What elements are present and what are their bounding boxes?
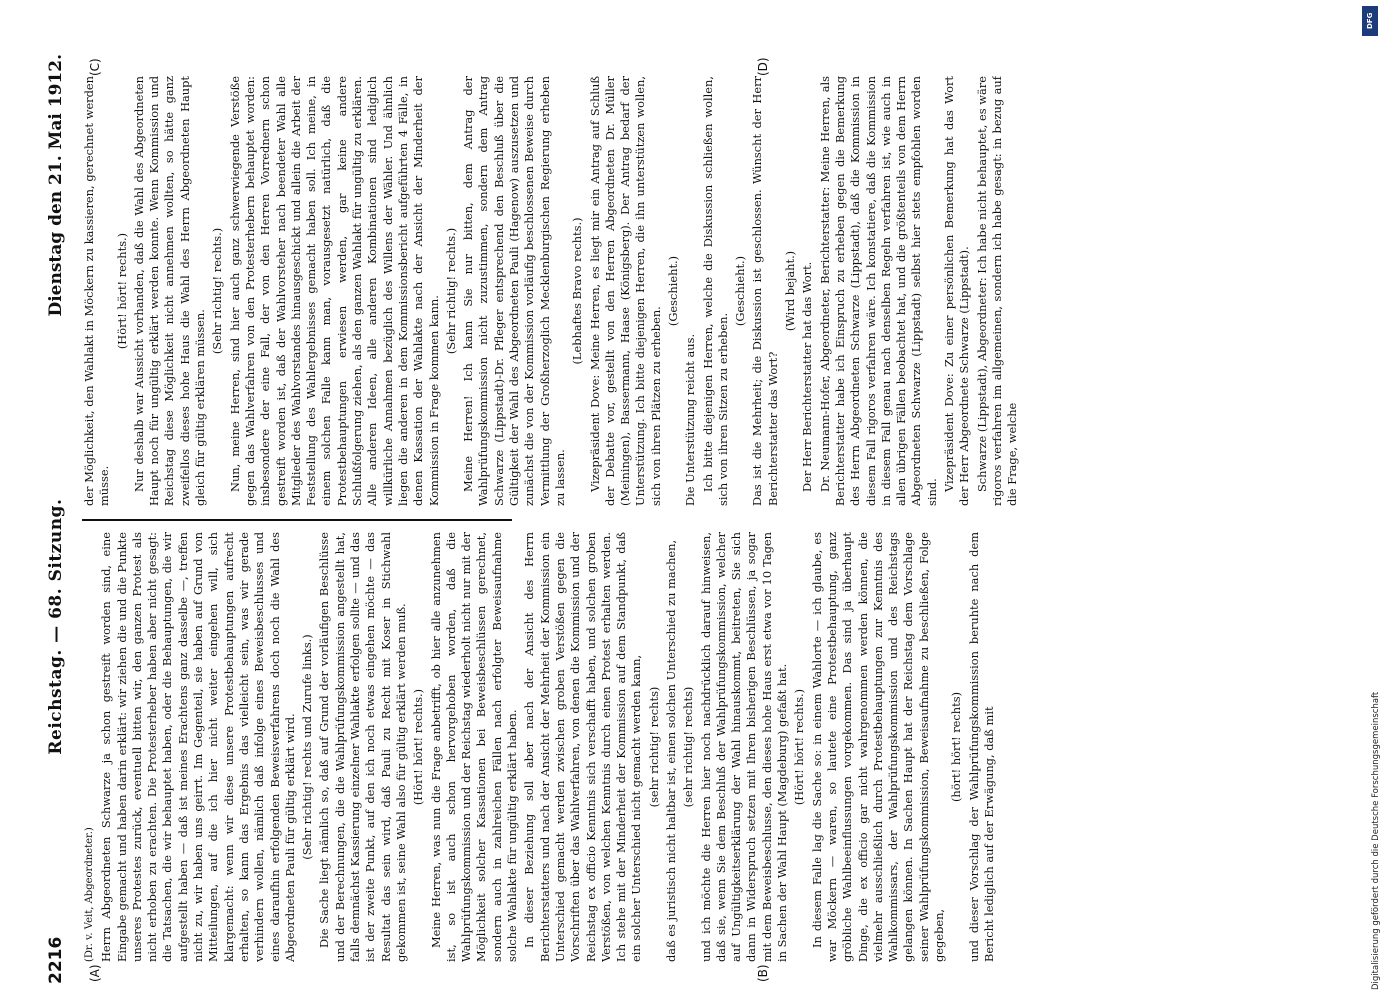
paragraph: Meine Herren! Ich kann Sie nur bitten, dem Antrag der Wahlprüfungskommission nicht zuzustimmen, sondern dem Antrag Schwarze (Lippstadt)-Dr. Pfleger entsprechend den Beschluß über die Gültigkeit der Wahl des Abgeordneten Pauli (Hagenow) auszusetzen und zunächst die von der Kommission vorläufig beschlossenen Beweise durch Vermittlung der Großherzoglich Mecklenburgischen Regierung erheben zu lassen.: [461, 76, 567, 506]
paragraph: Die Sache liegt nämlich so, daß auf Grund der vorläufigen Beschlüsse und der Berechnungen, die die Wahlprüfungskommission angestellt hat, falls demnächst Kassierung einzelner Wahlakte erfolgen sollte — und das ist der zweite Punkt, auf den ich noch etwas eingehen möchte — das Resultat das sein wird, daß Pauli zu Recht mit Koser in Stichwahl gekommen ist, seine Wahl also für gültig erklärt werden muß.: [317, 532, 408, 962]
paragraph: Vizepräsident Dove: Zu einer persönlichen Bemerkung hat das Wort der Herr Abgeordnete Schwarze (Lippstadt).: [942, 76, 972, 506]
interjection: (hört! hört! rechts): [949, 691, 964, 803]
funding-caption: Digitalisierung gefördert durch die Deutsche Forschungsgemeinschaft: [1371, 691, 1381, 990]
speaker-continuation: (Dr. v. Veit, Abgeordneter.): [84, 827, 95, 962]
margin-marker-d: (D): [756, 57, 770, 76]
paragraph: daß es juristisch nicht haltbar ist, einen solchen Unterschied zu machen,: [663, 539, 678, 962]
interjection: (sehr richtig! rechts): [681, 686, 696, 808]
paragraph: der Möglichkeit, den Wahlakt in Möckern zu kassieren, gerechnet werden müsse.: [82, 76, 112, 506]
running-header: [36, 54, 76, 984]
paragraph: Nun, meine Herren, sind hier auch ganz schwerwiegende Verstöße gegen das Wahlverfahren von den Protesterhebern behauptet worden: insbesondere der eine Fall, der von den Herren Vorrednern schon gestreift worden ist, daß der Wahlvorsteher nach beendeter Wahl alle Mitglieder des Wahlvorstandes hinausgeschickt und allein die Arbeit der Feststellung des Wahlergebnisses gemacht haben soll. Ich meine, in einem solchen Falle kann man, vorausgesetzt natürlich, daß die Protestbehauptungen erwiesen werden, gar keine andere Schlußfolgerung ziehen, als den ganzen Wahlakt für ungültig zu erklären. Alle anderen Ideen, alle anderen Kombinationen sind lediglich willkürliche Annahmen bezüglich des Willens der Wähler. Und ähnlich liegen die anderen in dem Kommissionsbericht aufgeführten 4 Fälle, in denen Kassation der Wahlakte nach der Ansicht der Minderheit der Kommission in Frage kommen kann.: [227, 76, 441, 506]
paragraph: Vizepräsident Dove: Meine Herren, es liegt mir ein Antrag auf Schluß der Debatte vor, gestellt von den Herren Abgeordneten Dr. Müller (Meiningen), Bassermann, Haase (Königsberg). Der Antrag bedarf der Unterstützung. Ich bitte diejenigen Herren, die ihn unterstützen wollen, sich von ihren Plätzen zu erheben.: [587, 76, 663, 506]
paragraph: Dr. Neumann-Hofer, Abgeordneter, Berichterstatter: Meine Herren, als Berichterstatter habe ich Einspruch zu erheben gegen die Bemerkung des Herrn Abgeordneten Schwarze (Lippstadt), daß die Kommission in diesem Fall rigoros verfahren wäre. Ich konstatiere, daß die Kommission in diesem Fall genau nach denselben Regeln verfahren ist, wie auch in allen übrigen Fällen beobachtet hat, und die größtenteils von dem Herrn Abgeordneten Schwarze (Lippstadt) selbst hier stets empfohlen worden sind.: [817, 76, 939, 506]
header-title: Reichstag. — 68. Sitzung.: [46, 498, 66, 755]
interjection: (Hört! hört! rechts.): [792, 688, 807, 806]
margin-marker-b: (B): [756, 964, 770, 982]
paragraph: Nur deshalb war Aussicht vorhanden, daß die Wahl des Abgeordneten Haupt noch für ungültig erklärt werden konnte. Wenn Kommission und Reichstag diese Möglichkeit nicht annehmen wollten, so hätte ganz zweifellos dieses hohe Haus die Wahl des Herrn Abgeordneten Haupt gleich für gültig erklären müssen.: [131, 76, 208, 506]
paragraph: Das ist die Mehrheit; die Diskussion ist geschlossen. Wünscht der Herr Berichterstatter das Wort?: [750, 76, 780, 506]
interjection: (sehr richtig! rechts): [646, 686, 661, 808]
interjection: (Wird bejaht.): [783, 250, 798, 332]
interjection: (Sehr richtig! rechts und Zurufe links.): [300, 634, 315, 860]
interjection: (Hört! hört! rechts.): [114, 232, 129, 350]
paragraph: und dieser Vorschlag der Wahlprüfungskommission beruhte nach dem Bericht lediglich auf der Erwägung, daß mit: [966, 532, 996, 962]
paragraph: Herrn Abgeordneten Schwarze ja schon gestreift worden sind, eine Eingabe gemacht und haben darin erklärt: wir ziehen die und die Punkte unseres Protestes zurück, eventuell bitten wir, den ganzen Protest als nicht erhoben zu erachten. Die Protesterheber haben aber nicht gesagt: die Tatsachen, die wir behauptet haben, oder die Behauptungen, die wir aufgestellt haben — daß ist meines Erachtens ganz dasselbe —, treffen nicht zu, wir haben uns geirrt. Im Gegenteil, sie haben auf Grund von Mitteilungen, auf die ich hier nicht weiter eingehen will, sich klargemacht: wenn wir diese unsere Protestbehauptungen aufrecht erhalten, so kann das Ergebnis das vielleicht sein, was wir gerade verhindern wollen, nämlich daß infolge eines Beweisbeschlusses und eines daraufhin erfolgenden Beweisverfahrens doch noch die Wahl des Abgeordneten Pauli für gültig erklärt wird.: [99, 532, 297, 962]
left-column: [82, 532, 1312, 962]
margin-marker-c: (C): [88, 58, 102, 76]
margin-marker-a: (A): [88, 964, 102, 982]
interjection: (Geschieht.): [665, 255, 680, 327]
digitization-sidebar: [1357, 10, 1381, 990]
paragraph: Meine Herren, was nun die Frage anbetrifft, ob hier alle anzunehmen ist, so ist auch schon hervorgehoben worden, daß die Wahlprüfungskommission und der Reichstag wiederholt nicht nur mit der Möglichkeit solcher Kassationen bei Beweisbeschlüssen gerechnet, sondern auch in zahlreichen Fällen nach erfolgter Beweisaufnahme solche Wahlakte für ungültig erklärt haben.: [428, 532, 520, 962]
right-column: [82, 76, 1312, 506]
interjection: (Lebhaftes Bravo rechts.): [570, 217, 585, 365]
paragraph: und ich möchte die Herren hier noch nachdrücklich darauf hinweisen, daß sie, wenn Sie dem Beschluß der Wahlprüfungskommission, welcher auf Ungültigkeitserklärung der Wahl hinauskommt, beitreten, Sie sich dann in Widerspruch setzen mit Ihren bisherigen Beschlüssen, ja sogar mit dem Beweisbeschlusse, den dieses hohe Haus erst etwa vor 10 Tagen in Sachen der Wahl Haupt (Magdeburg) gefaßt hat.: [698, 532, 790, 962]
paragraph: Der Herr Berichterstatter hat das Wort.: [800, 261, 815, 492]
column-divider: [82, 519, 512, 521]
paragraph: Ich bitte diejenigen Herren, welche die Diskussion schließen wollen, sich von ihren Sitzen zu erheben.: [700, 76, 730, 506]
interjection: (Geschieht.): [733, 255, 748, 327]
paragraph: In dieser Beziehung soll aber nach der Ansicht des Herrn Berichterstatters und nach der Ansicht der Mehrheit der Kommission ein Unterschied gemacht werden zwischen groben Verstößen gegen die Vorschriften über das Wahlverfahren, von denen die Kommission und der Reichstag ex officio Kenntnis sich verschafft haben, und solchen groben Verstößen, von welchen Kenntnis durch einen Protest erhalten werden. Ich stehe mit der Minderheit der Kommission auf dem Standpunkt, daß ein solcher Unterschied nicht gemacht werden kann,: [522, 532, 644, 962]
dfg-logo: DFG: [1362, 6, 1378, 36]
page-number: 2216: [46, 936, 66, 984]
interjection: (Sehr richtig! rechts.): [210, 227, 225, 355]
interjection: (Sehr richtig! rechts.): [443, 227, 458, 355]
paragraph: In diesem Falle lag die Sache so: in einem Wahlorte — ich glaube, es war Möckern — waren, so lautete eine Protestbehauptung, ganz gröbliche Wahlbeeinflussungen vorgekommen. Das sind ja überhaupt Dinge, die ex officio gar nicht wahrgenommen werden können, die vielmehr ausschließlich durch Protestbehauptungen zur Kenntnis des Wahlkommissars, der Wahlprüfungskommission und des Reichstags gelangen können. In Sachen Haupt hat der Reichstag dem Vorschlage seiner Wahlprüfungskommission, Beweisaufnahme zu beschließen, Folge gegeben,: [809, 532, 947, 962]
paragraph: Schwarze (Lippstadt), Abgeordneter: Ich habe nicht behauptet, es wäre rigoros verfahren im allgemeinen, sondern ich habe gesagt: in bezug auf die Frage, welche: [974, 76, 1020, 506]
paragraph: Die Unterstützung reicht aus.: [683, 333, 698, 506]
rotated-print-area: [36, 54, 1336, 984]
interjection: (Hört! hört! rechts.): [411, 688, 426, 806]
header-date: Dienstag den 21. Mai 1912.: [46, 54, 66, 317]
